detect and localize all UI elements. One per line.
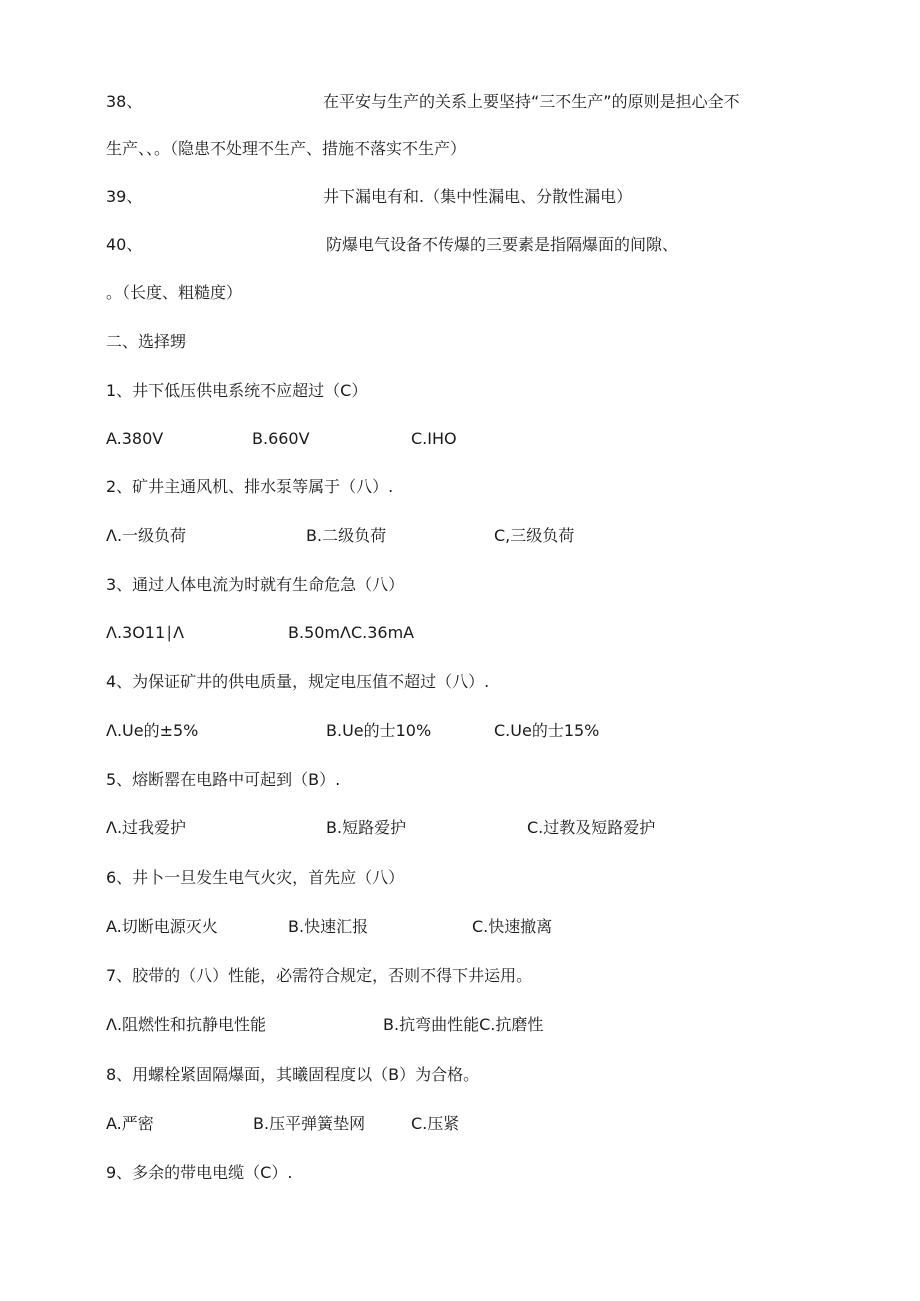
q8-option-b: B.压平弹簧垫网 (253, 1114, 366, 1133)
q7-option-a: Λ.阻燃性和抗静电性能 (106, 1015, 267, 1034)
q3-option-a: Λ.3O11∣Λ (106, 623, 185, 642)
question-4: 4、为保证矿井的供电质量，规定电压值不超过（八）. (106, 672, 490, 691)
q8-option-c: C.压紧 (411, 1114, 460, 1133)
question-8: 8、用螺栓紧固隔爆面，其曦固程度以（B）为合格。 (106, 1065, 480, 1084)
q8-option-a: A.严密 (106, 1114, 154, 1133)
question-2: 2、矿井主通风机、排水泵等属于（八）. (106, 477, 394, 496)
q2-option-b: B.二级负荷 (306, 526, 387, 545)
q1-option-a: A.380V (106, 429, 164, 448)
q39-text: 井下漏电有和.（集中性漏电、分散性漏电） (323, 187, 633, 206)
q38-text: 在平安与生产的关系上要坚持“三不生产”的原则是担心全不 (323, 92, 740, 111)
q6-option-b: B.快速汇报 (288, 917, 369, 936)
q4-option-a: Λ.Ue的±5% (106, 721, 199, 740)
q38-number: 38、 (106, 92, 143, 111)
q40-text: 防爆电气设备不传爆的三要素是指隔爆面的间隙、 (326, 235, 679, 254)
q39-number: 39、 (106, 187, 143, 206)
q40-continuation: 。（长度、粗糙度） (106, 283, 243, 302)
q2-option-c: C,三级负荷 (494, 526, 575, 545)
q4-option-c: C.Ue的士15% (494, 721, 600, 740)
q4-option-b: B.Ue的士10% (326, 721, 432, 740)
section-title: 二、选择甥 (106, 332, 187, 351)
q5-option-c: C.过教及短路爱护 (527, 818, 656, 837)
question-9: 9、多余的带电电缆（C）. (106, 1163, 293, 1182)
question-1: 1、井下低压供电系统不应超过（C） (106, 381, 368, 400)
q40-number: 40、 (106, 235, 143, 254)
q1-option-c: C.IHO (411, 429, 457, 448)
question-3: 3、通过人体电流为时就有生命危急（八） (106, 575, 405, 594)
question-7: 7、胶带的（八）性能，必需符合规定，否则不得下井运用。 (106, 966, 533, 985)
q38-continuation: 生产、、。（隐患不处理不生产、措施不落实不生产） (106, 139, 467, 158)
question-5: 5、熔断罂在电路中可起到（B）. (106, 770, 341, 789)
question-6: 6、井卜一旦发生电气火灾，首先应（八） (106, 868, 405, 887)
q3-option-b: B.50mΛC.36mA (288, 623, 415, 642)
q6-option-c: C.快速撤离 (472, 917, 553, 936)
q6-option-a: A.切断电源灭火 (106, 917, 218, 936)
q2-option-a: Λ.一级负荷 (106, 526, 187, 545)
q7-option-b: B.抗弯曲性能C.抗磨性 (383, 1015, 544, 1034)
q5-option-b: B.短路爱护 (326, 818, 407, 837)
q1-option-b: B.660V (252, 429, 310, 448)
q5-option-a: Λ.过我爱护 (106, 818, 187, 837)
